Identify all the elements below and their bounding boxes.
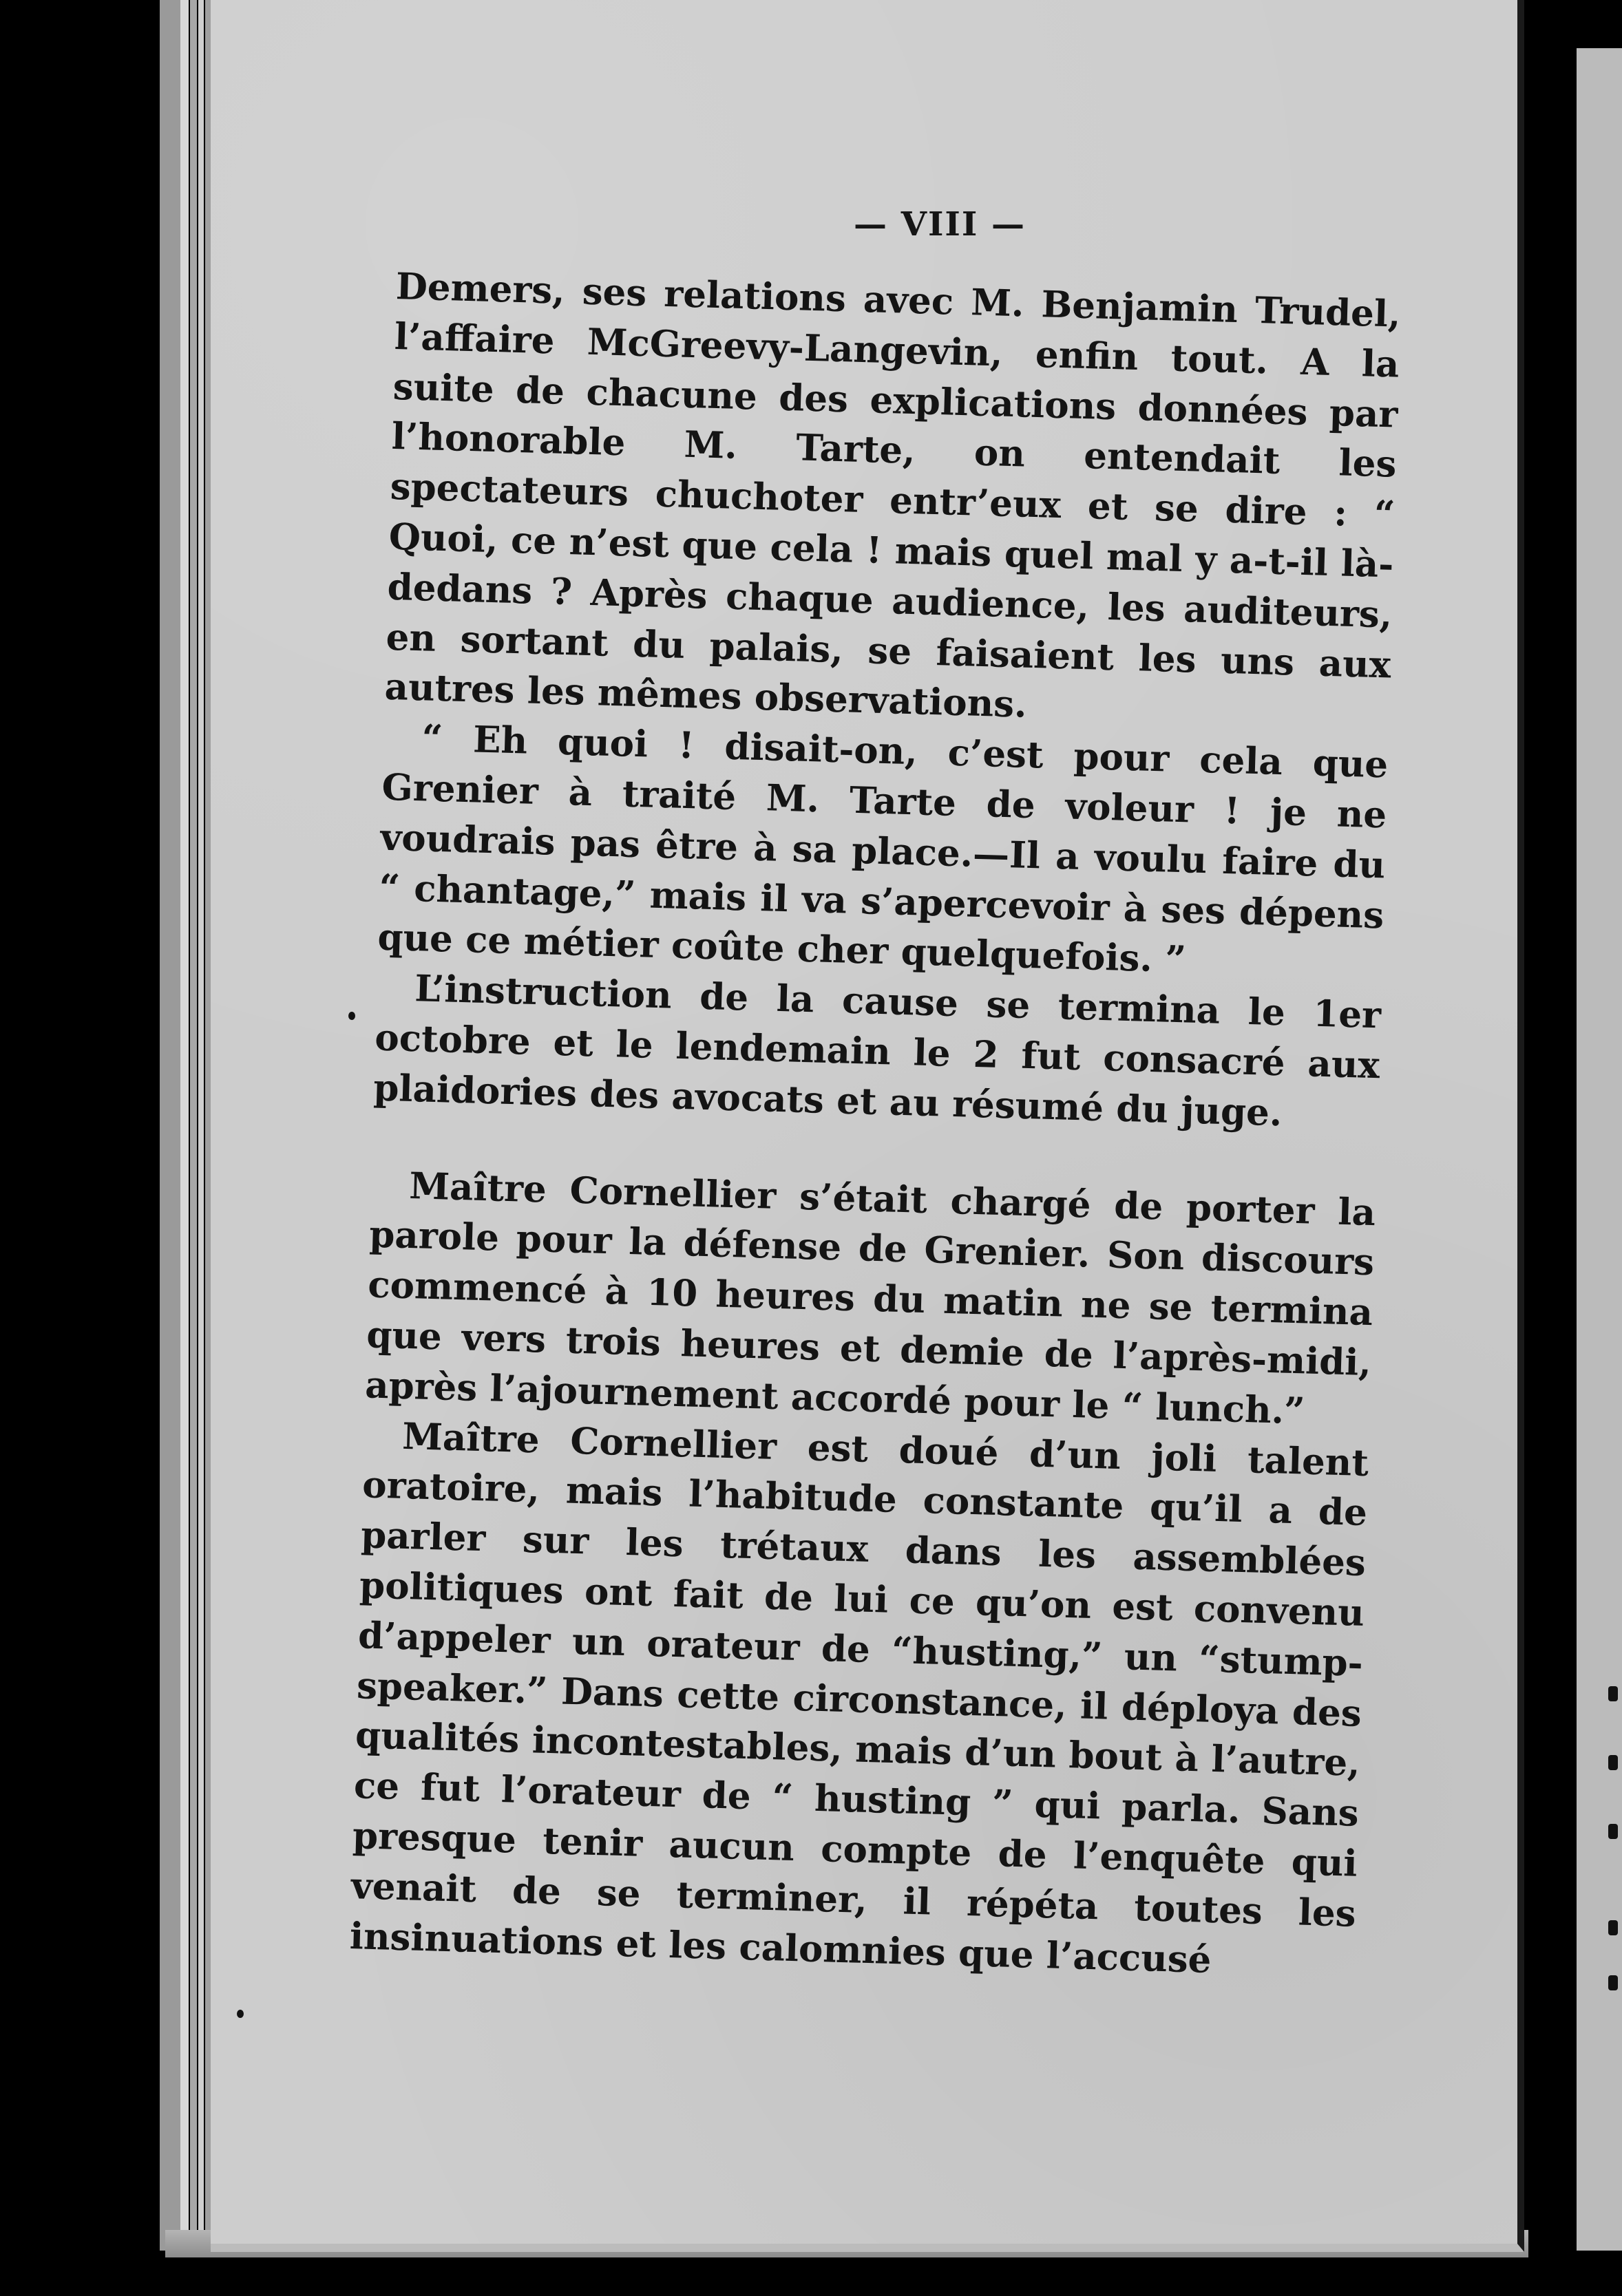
page-edge — [205, 0, 211, 2251]
paragraph: L’instruction de la cause se termina le 1er octobre et le lendemain le 2 fut consacré aux plaidories des avocats et au résumé du juge. — [372, 967, 1382, 1135]
page-edge — [180, 0, 189, 2251]
ink-mark — [1608, 1920, 1618, 1935]
page-edge — [190, 0, 197, 2251]
ink-speck — [348, 1012, 355, 1020]
page-number: — VIII — — [853, 205, 1026, 244]
ink-speck — [237, 2010, 244, 2018]
paragraph: Maître Cornellier s’était chargé de porter la parole pour la défense de Grenier. Son discours commencé à 10 heures du matin ne se termina que vers trois heures et demie de l’après-midi, après l’ajournement accordé pour le “ lunch.” — [364, 1164, 1376, 1433]
ink-mark — [1608, 1686, 1618, 1701]
ink-mark — [1608, 1975, 1618, 1990]
ink-mark — [1608, 1824, 1618, 1839]
paragraph: Maître Cornellier est doué d’un joli talent oratoire, mais l’habitude constante qu’il a de parler sur les trétaux dans les assemblées politiques ont fait de lui ce qu’on est convenu d’appeler un orateur de “husting,” un “stump-speaker.” Dans cette circonstance, il déploya des qualités incontestables, mais d’un bout à l’autre, ce fut l’orateur de “ husting ” qui parla. Sans presque tenir aucun compte de l’enquête qui venait de se terminer, il répéta toutes les insinuations et les calomnies que l’accusé — [349, 1414, 1369, 1981]
paragraph: Demers, ses relations avec M. Benjamin Trudel, l’affaire McGreevy-Langevin, enfin tout. A la suite de chacune des explications données par l’honorable M. Tarte, on entendait les spectateurs chuchoter entr’eux et se dire : “ Quoi, ce n’est que cela ! mais quel mal y a-t-il là-dedans ? Après chaque audience, les auditeurs, en sortant du palais, se faisaient les uns aux autres les mêmes observations. — [383, 264, 1402, 727]
next-page-edge — [1577, 48, 1622, 2251]
ink-mark — [1608, 1755, 1618, 1770]
page-edge — [160, 0, 180, 2251]
book-page — [211, 0, 1524, 2252]
body-text — [349, 262, 1401, 1989]
page-edge — [198, 0, 204, 2251]
paragraph: “ Eh quoi ! disait-on, c’est pour cela que Grenier à traité M. Tarte de voleur ! je ne voudrais pas être à sa place.—Il a voulu faire du “ chantage,” mais il va s’apercevoir à ses dépens que ce métier coûte cher quelquefois. ” — [377, 716, 1389, 981]
